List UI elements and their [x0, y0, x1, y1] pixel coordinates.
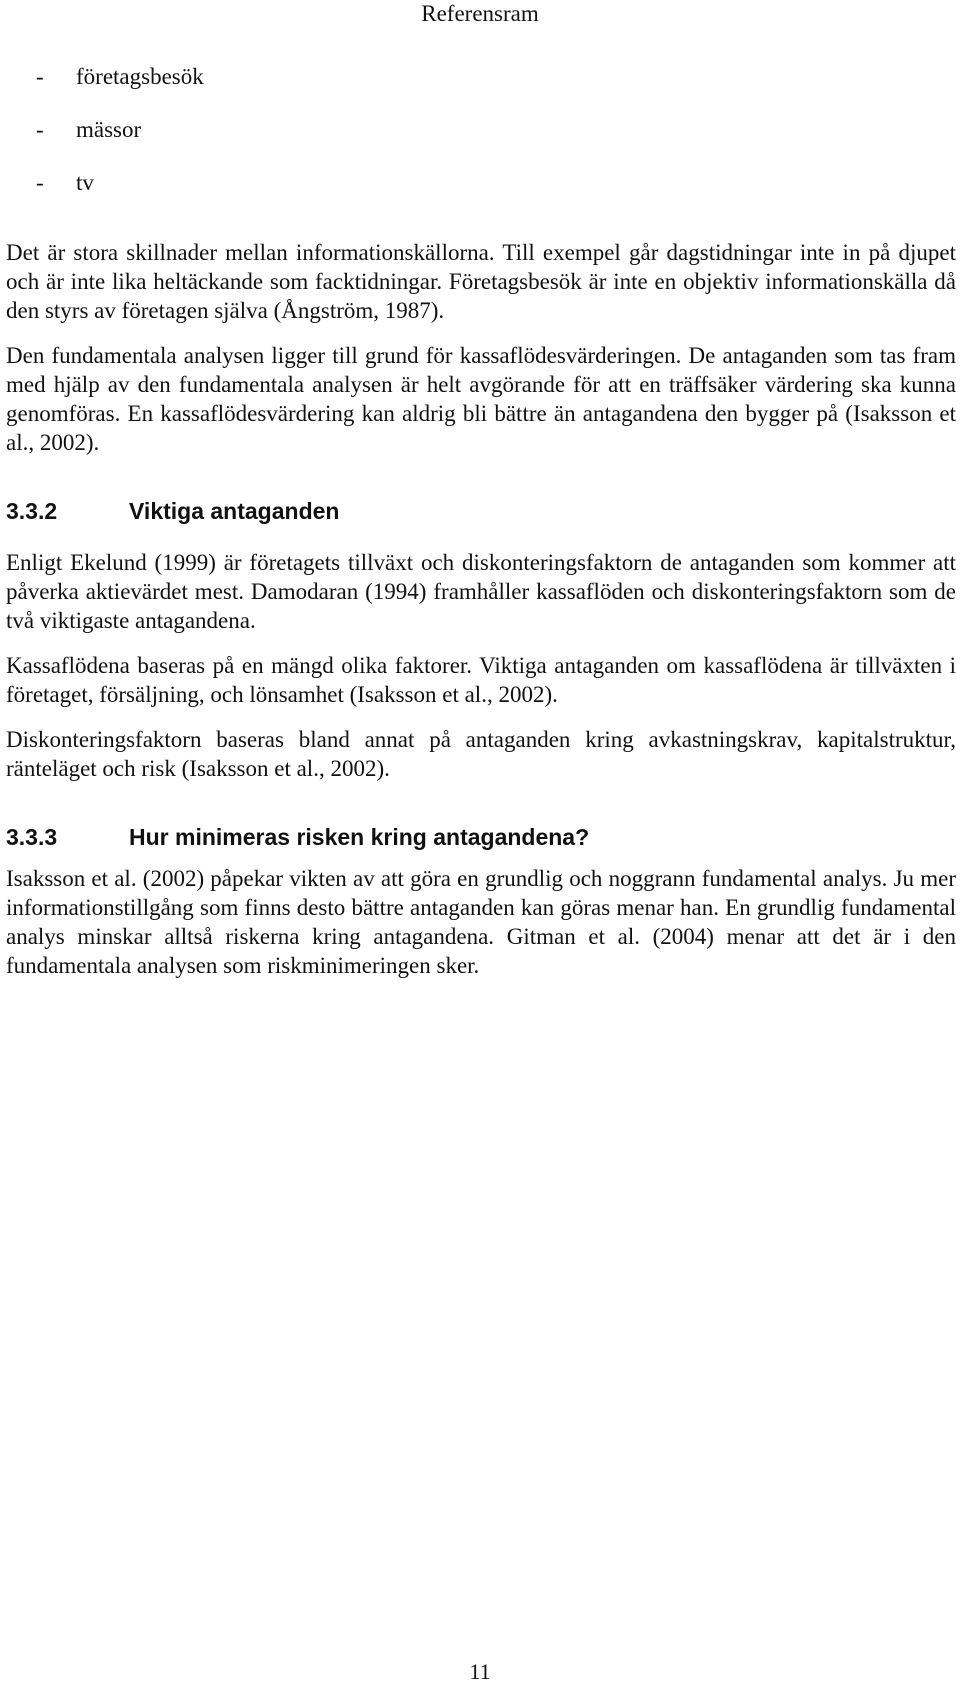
- section-title: Viktiga antaganden: [129, 498, 340, 524]
- running-header: Referensram: [421, 1, 539, 26]
- paragraph-information-sources: Det är stora skillnader mellan informationskällorna. Till exempel går dagstidningar inte in på djupet och är inte lika heltäckande som facktidningar. Företagsbesök är inte en objektiv informationskälla då den styrs av företagen själva (Ångström, 1987).: [6, 240, 956, 323]
- list-item-text: mässor: [76, 117, 142, 142]
- paragraph-risk-minimization: Isaksson et al. (2002) påpekar vikten av att göra en grundlig och noggrann fundamental analys. Ju mer informationstillgång som finns desto bättre antaganden kan göras menar han. En grundlig fundamental analys minskar alltså riskerna kring antagandena. Gitman et al. (2004) menar att det är i den fundamentala analysen som riskminimeringen sker.: [6, 866, 956, 978]
- section-number: 3.3.3: [6, 824, 58, 850]
- list-item-text: tv: [76, 170, 94, 195]
- bullet-list: [6, 50, 956, 209]
- list-item-text: företagsbesök: [76, 64, 204, 89]
- paragraph-discount-factor: Diskonteringsfaktorn baseras bland annat på antaganden kring avkastningskrav, kapitalstruktur, ränteläget och risk (Isaksson et al., 2002).: [6, 727, 956, 781]
- list-dash: -: [36, 64, 44, 89]
- list-item: [6, 50, 956, 103]
- section-number: 3.3.2: [6, 498, 58, 524]
- list-dash: -: [36, 170, 44, 195]
- page-content: [6, 58, 956, 980]
- page-number: 11: [469, 1659, 491, 1684]
- list-dash: -: [36, 117, 44, 142]
- section-heading-3-3-3: [6, 823, 956, 852]
- paragraph-cash-flows: Kassaflödena baseras på en mängd olika faktorer. Viktiga antaganden om kassaflödena är tillväxten i företaget, försäljning, och lönsamhet (Isaksson et al., 2002).: [6, 653, 956, 707]
- section-title: Hur minimeras risken kring antagandena?: [129, 824, 590, 850]
- list-item: [6, 156, 956, 209]
- section-heading-3-3-2: [6, 497, 956, 526]
- paragraph-fundamental-analysis: Den fundamentala analysen ligger till grund för kassaflödesvärderingen. De antaganden som tas fram med hjälp av den fundamentala analysen är helt avgörande för att en träffsäker värdering ska kunna genomföras. En kassaflödesvärdering kan aldrig bli bättre än antagandena den bygger på (Isaksson et al., 2002).: [6, 343, 956, 455]
- paragraph-ekelund: Enligt Ekelund (1999) är företagets tillväxt och diskonteringsfaktorn de antaganden som kommer att påverka aktievärdet mest. Damodaran (1994) framhåller kassaflöden och diskonteringsfaktorn som de två viktigaste antagandena.: [6, 550, 956, 633]
- list-item: [6, 103, 956, 156]
